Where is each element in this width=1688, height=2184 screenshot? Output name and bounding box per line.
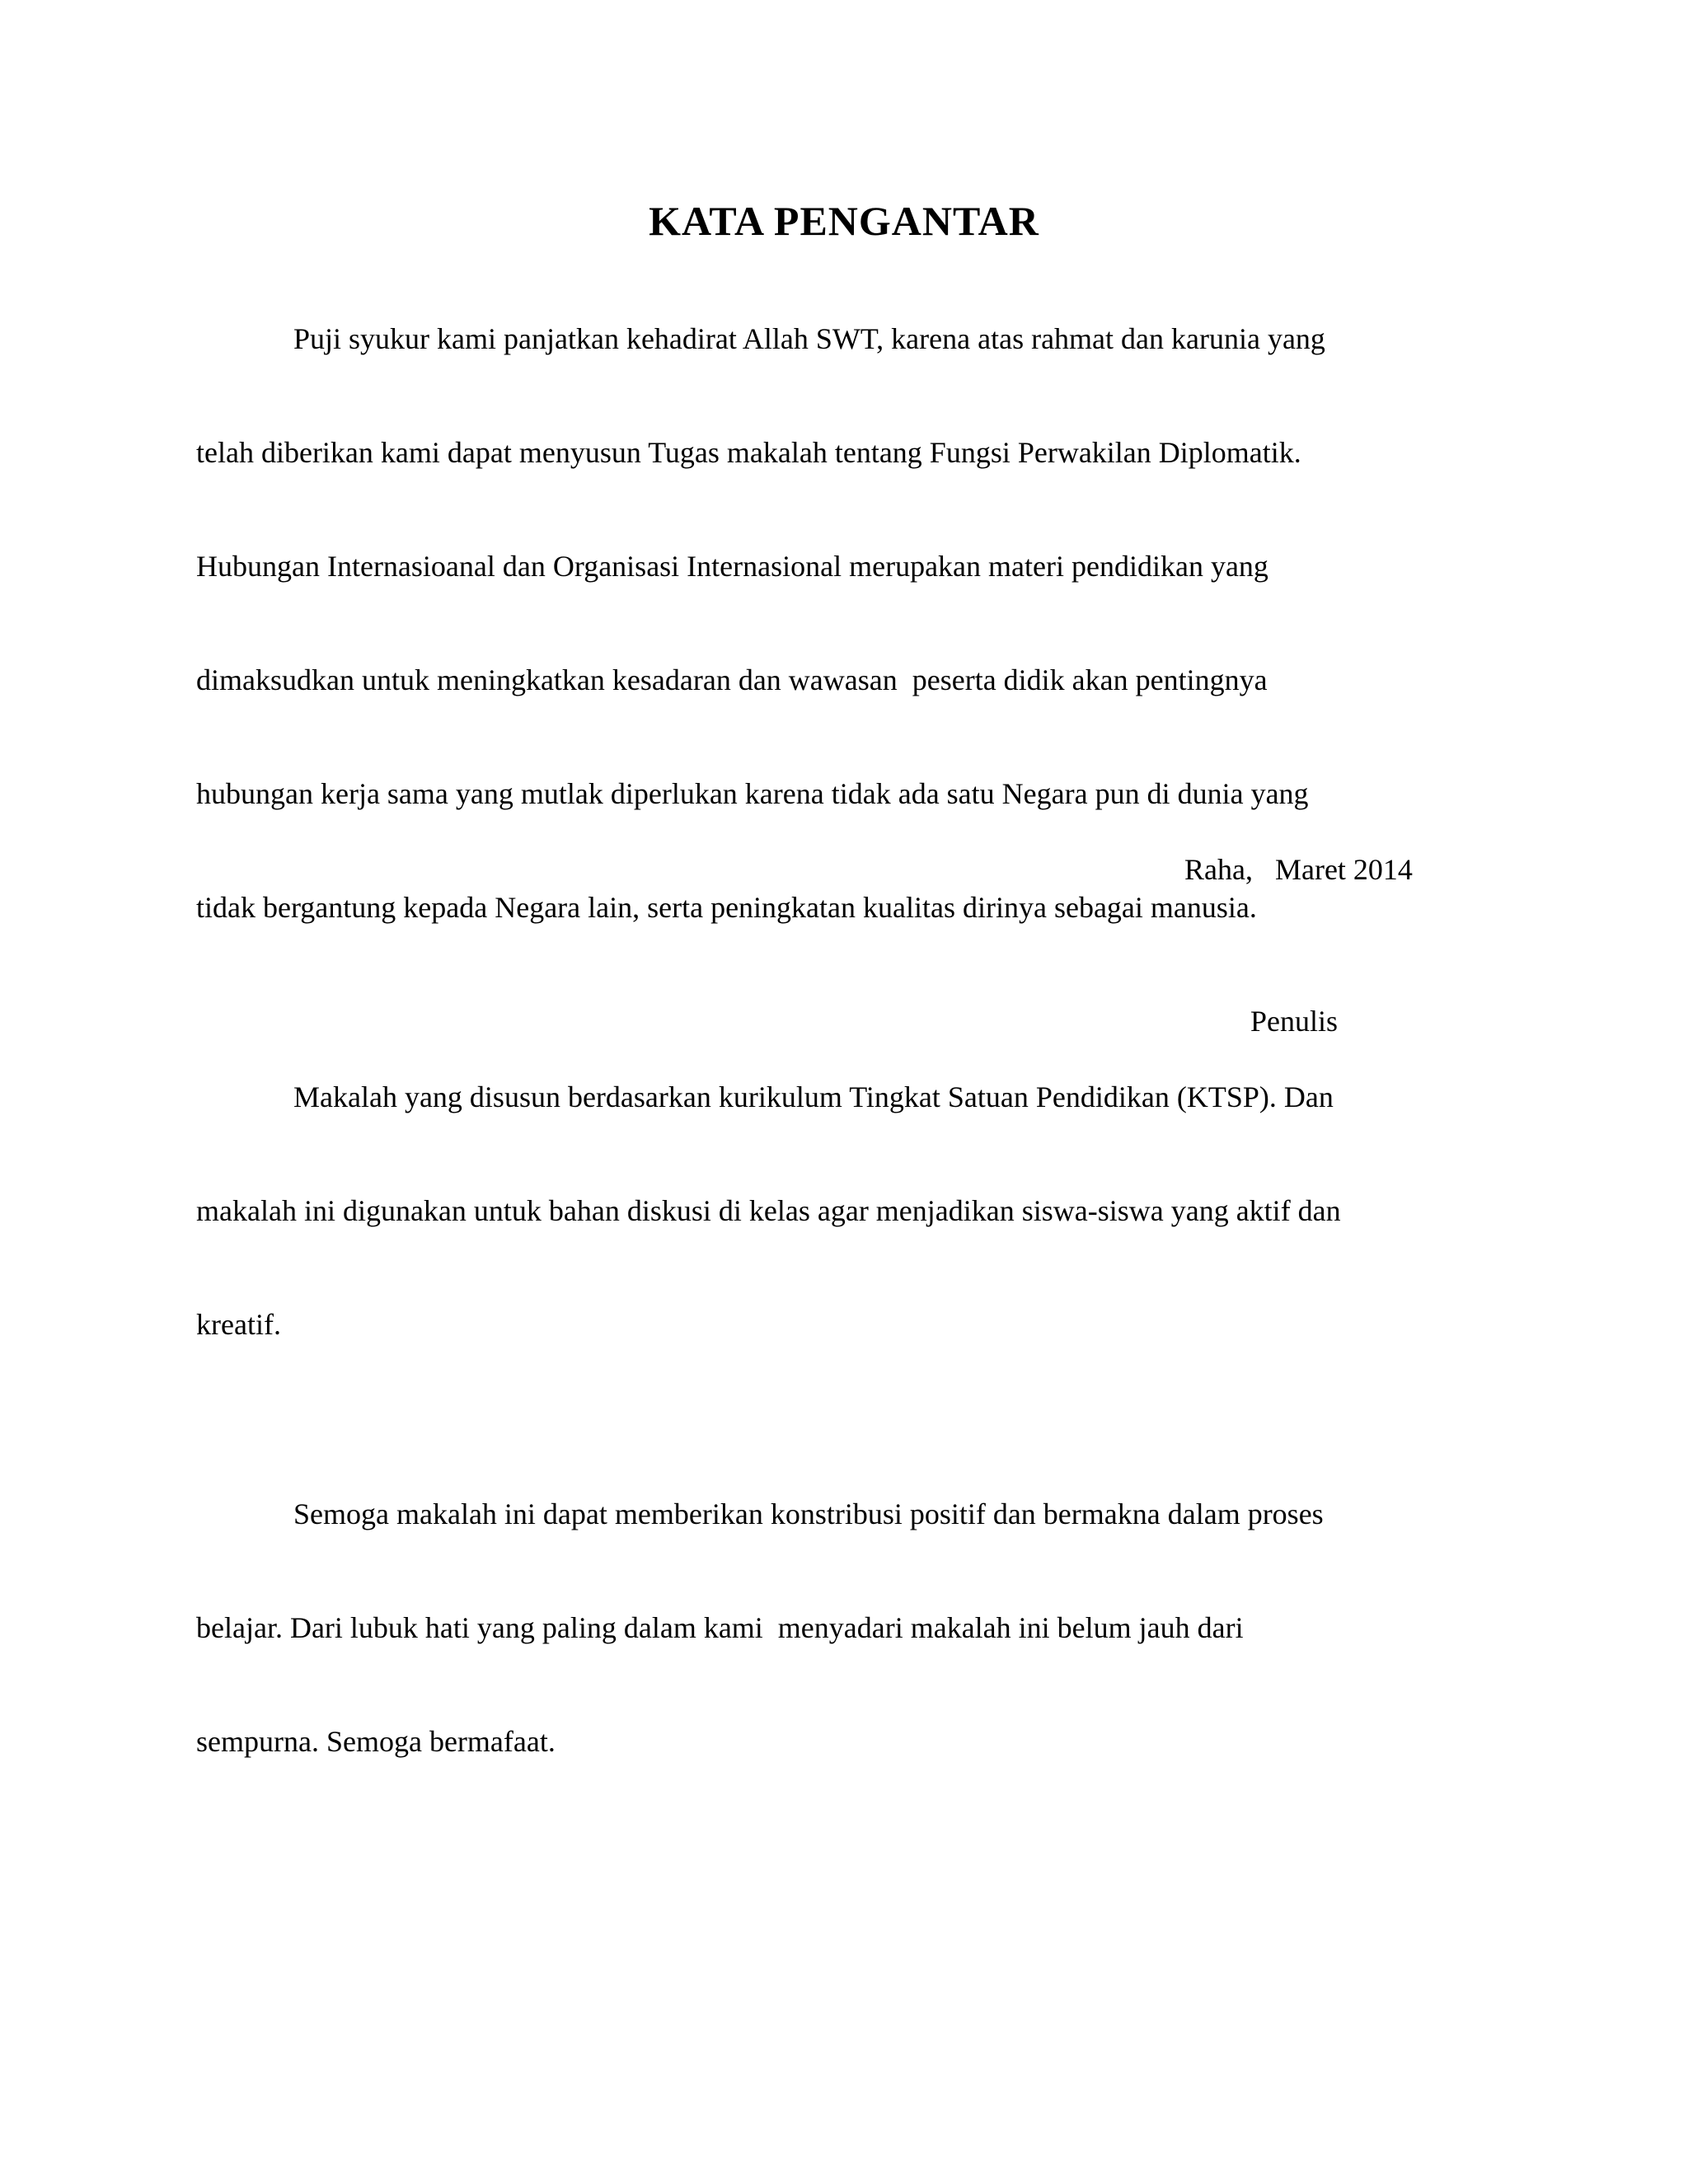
- body-text: [196, 244, 1498, 1836]
- paragraph-line: Semoga makalah ini dapat memberikan konstribusi positif dan bermakna dalam proses: [293, 1497, 1324, 1530]
- paragraph-3: [196, 1419, 1498, 1836]
- paragraph-line: sempurna. Semoga bermafaat.: [196, 1725, 556, 1758]
- author-signature-label: Penulis: [1250, 1005, 1339, 1038]
- place-date: Raha, Maret 2014: [1184, 853, 1413, 886]
- paragraph-2: [196, 1002, 1498, 1419]
- paragraph-line: Makalah yang disusun berdasarkan kurikulum Tingkat Satuan Pendidikan (KTSP). Dan: [293, 1080, 1334, 1113]
- paragraph-line: kreatif.: [196, 1308, 281, 1341]
- paragraph-line: belajar. Dari lubuk hati yang paling dalam kami menyadari makalah ini belum jauh dari: [196, 1611, 1244, 1644]
- paragraph-line: Puji syukur kami panjatkan kehadirat Allah SWT, karena atas rahmat dan karunia yang: [293, 322, 1325, 355]
- page-title: KATA PENGANTAR: [649, 198, 1039, 244]
- paragraph-line: dimaksudkan untuk meningkatkan kesadaran dan wawasan peserta didik akan pentingnya: [196, 663, 1268, 696]
- paragraph-line: hubungan kerja sama yang mutlak diperlukan karena tidak ada satu Negara pun di dunia yang: [196, 777, 1309, 810]
- paragraph-line: makalah ini digunakan untuk bahan diskusi di kelas agar menjadikan siswa-siswa yang aktif dan: [196, 1194, 1341, 1227]
- paragraph-line: Hubungan Internasioanal dan Organisasi Internasional merupakan materi pendidikan yang: [196, 550, 1268, 583]
- paragraph-line: tidak bergantung kepada Negara lain, serta peningkatan kualitas dirinya sebagai manusia.: [196, 891, 1257, 924]
- paragraph-1: [196, 244, 1498, 1002]
- paragraph-line: telah diberikan kami dapat menyusun Tugas makalah tentang Fungsi Perwakilan Diplomatik.: [196, 436, 1301, 469]
